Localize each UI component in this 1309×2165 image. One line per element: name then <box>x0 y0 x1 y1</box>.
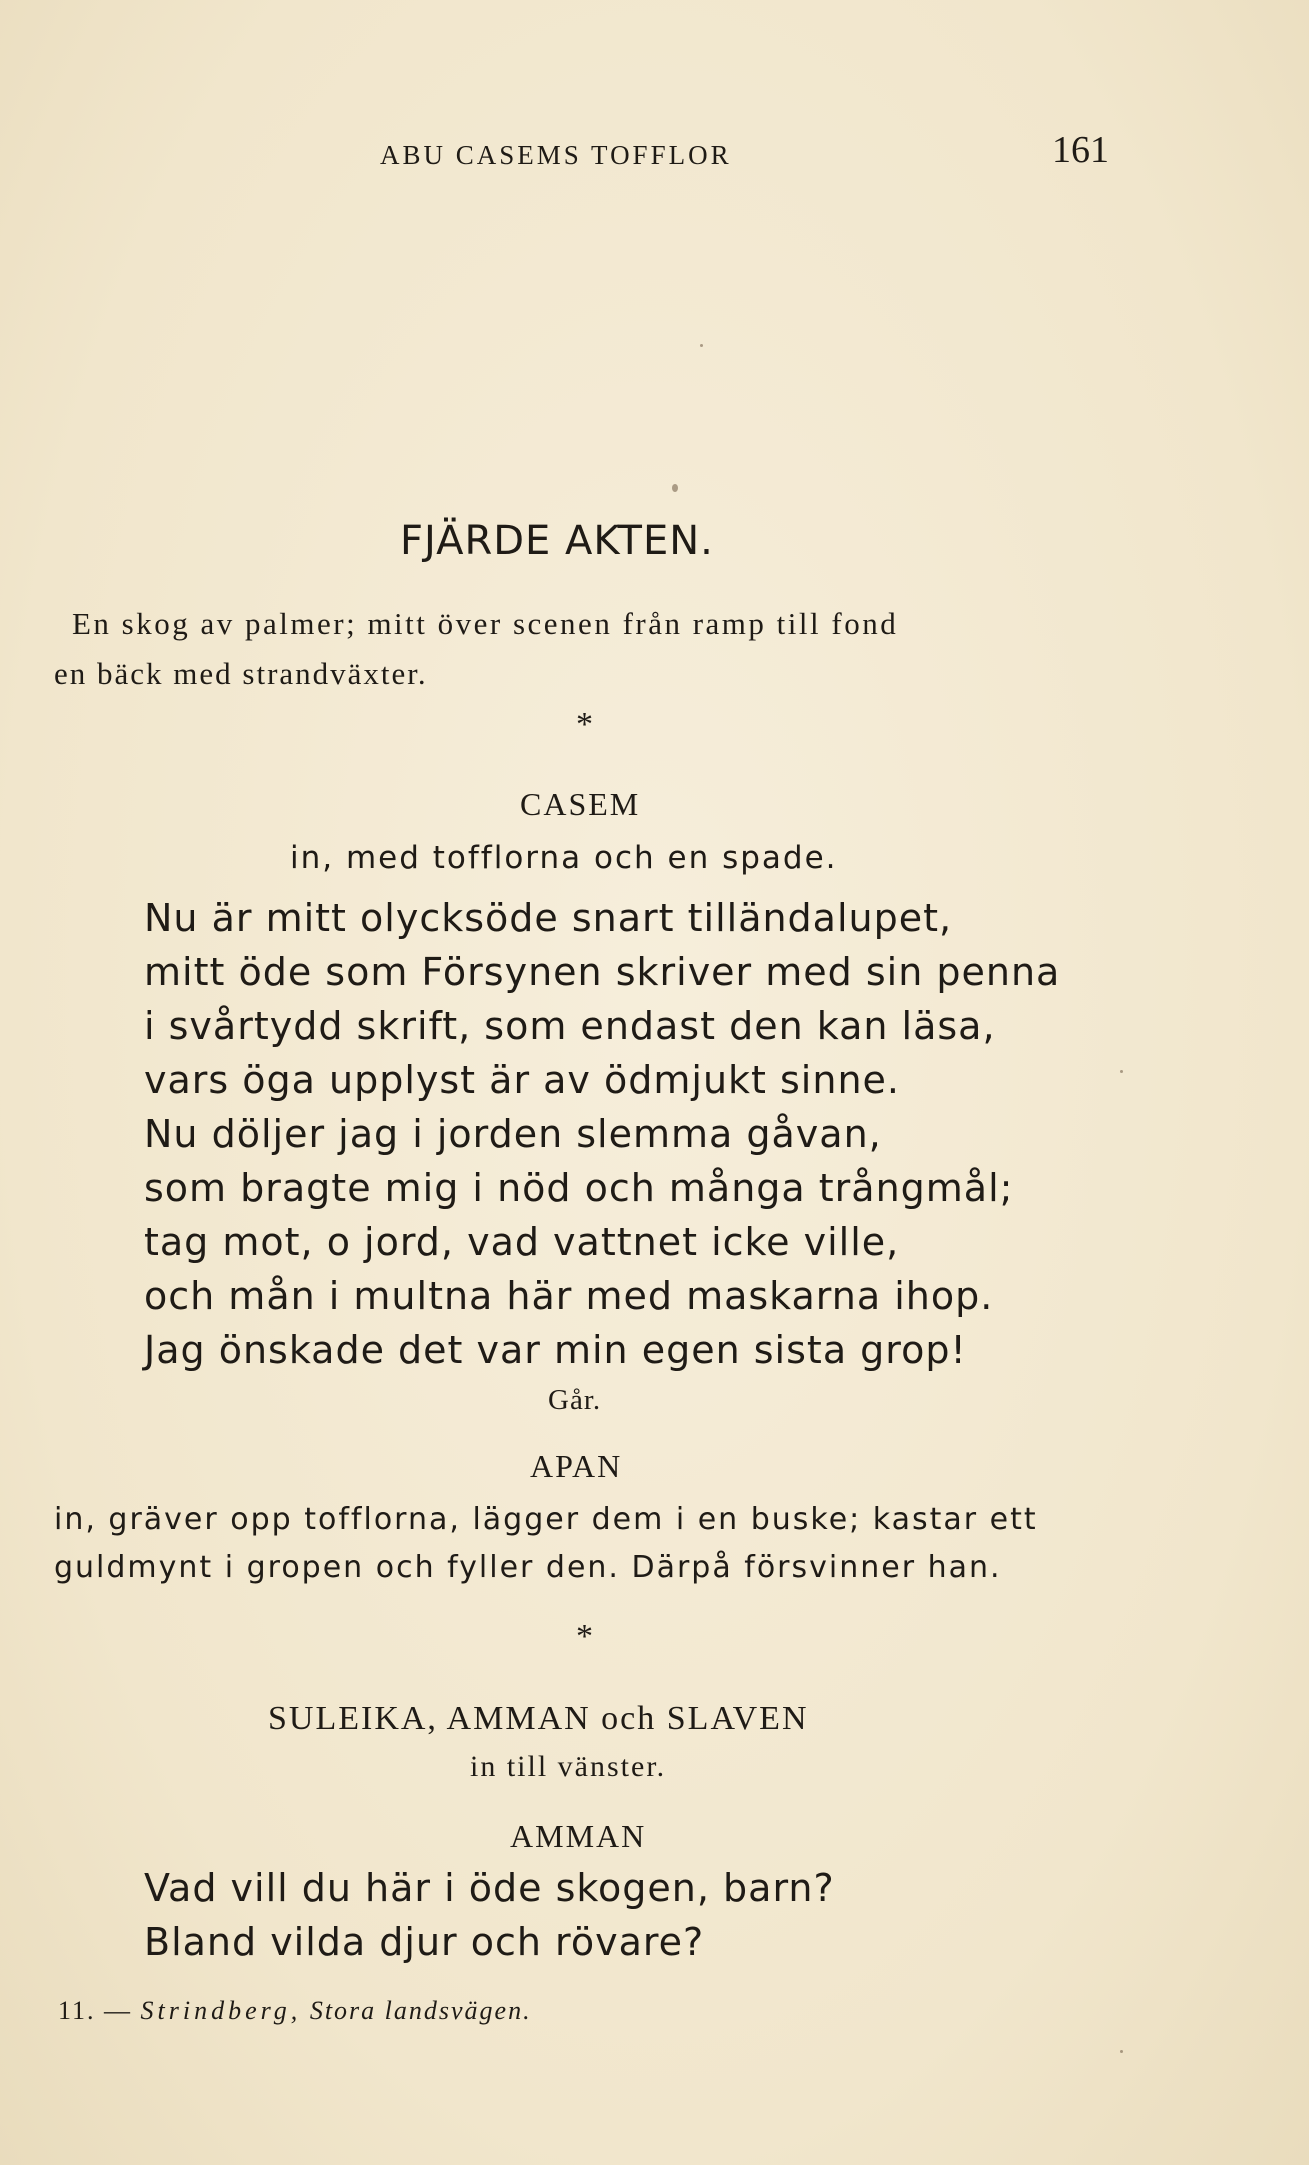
verse-line: och mån i multna här med maskarna ihop. <box>144 1274 994 1318</box>
ink-speck <box>700 344 703 347</box>
speaker-apan: APAN <box>530 1448 623 1484</box>
stage-direction-entrance: in till vänster. <box>470 1750 667 1783</box>
verse-line: Nu är mitt olycksöde snart tilländalupet, <box>144 896 953 940</box>
separator-star: * <box>576 706 593 743</box>
verse-line: vars öga upplyst är av ödmjukt sinne. <box>144 1058 900 1102</box>
stage-direction-apan-line-2: guldmynt i gropen och fyller den. Därpå försvinner han. <box>54 1550 1002 1585</box>
footer-book-title: Stora landsvägen. <box>309 1996 532 2025</box>
separator-star: * <box>576 1618 593 1655</box>
verse-line: Vad vill du här i öde skogen, barn? <box>144 1866 835 1910</box>
page-number: 161 <box>1052 129 1109 171</box>
speaker-amman: AMMAN <box>510 1818 647 1854</box>
stage-direction-casem: in, med tofflorna och en spade. <box>290 840 838 876</box>
stage-direction-apan-line-1: in, gräver opp tofflorna, lägger dem i en buske; kastar ett <box>54 1502 1038 1537</box>
act-title: FJÄRDE AKTEN. <box>400 518 714 564</box>
ink-speck <box>672 484 678 492</box>
running-head: ABU CASEMS TOFFLOR <box>380 140 732 170</box>
ink-speck <box>1120 1070 1123 1073</box>
verse-line: tag mot, o jord, vad vattnet icke ville, <box>144 1220 900 1264</box>
entrance-characters: SULEIKA, AMMAN och SLAVEN <box>268 1700 809 1737</box>
setting-line-2: en bäck med strandväxter. <box>54 656 428 691</box>
verse-line: mitt öde som Försynen skriver med sin penna <box>144 950 1061 994</box>
speaker-casem: CASEM <box>520 786 641 822</box>
ink-speck <box>1120 2050 1123 2053</box>
signature-number: 11. — <box>58 1996 133 2025</box>
exit-direction: Går. <box>548 1384 602 1416</box>
verse-line: Nu döljer jag i jorden slemma gåvan, <box>144 1112 882 1156</box>
verse-line: i svårtydd skrift, som endast den kan läsa, <box>144 1004 996 1048</box>
verse-line: Bland vilda djur och rövare? <box>144 1920 705 1964</box>
footer-author: Strindberg, <box>140 1996 302 2025</box>
footer-signature <box>58 1996 532 2026</box>
verse-line: Jag önskade det var min egen sista grop! <box>144 1328 967 1372</box>
setting-line-1: En skog av palmer; mitt över scenen från ramp till fond <box>72 606 899 641</box>
verse-line: som bragte mig i nöd och många trångmål; <box>144 1166 1014 1210</box>
